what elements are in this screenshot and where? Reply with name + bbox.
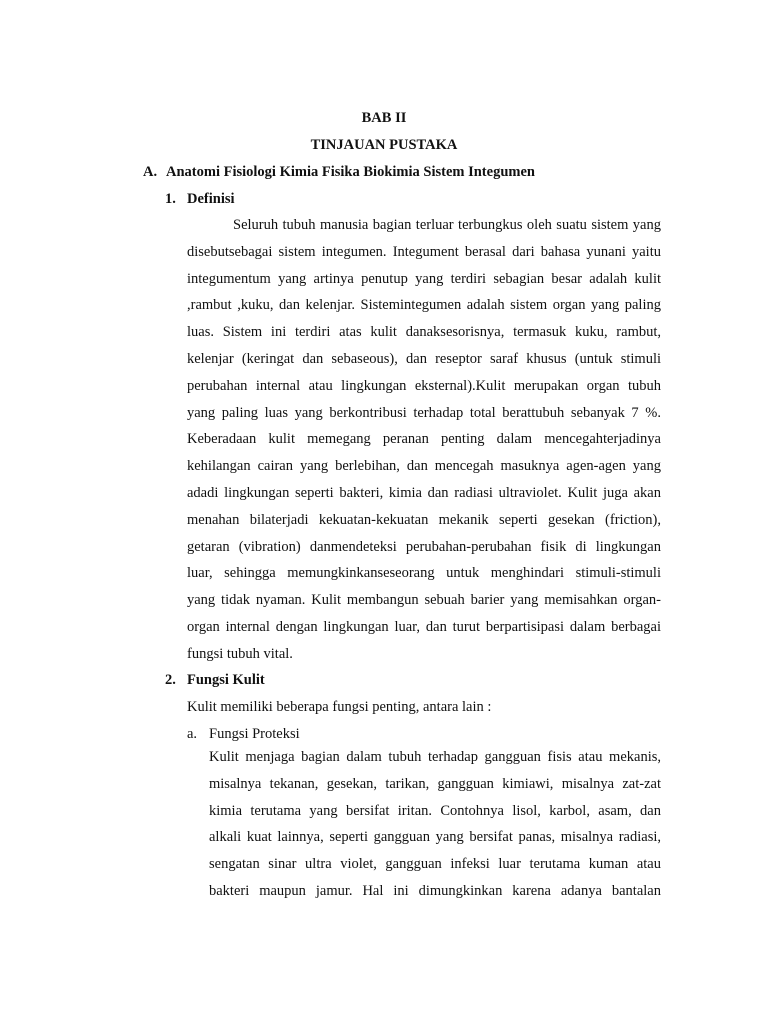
paragraph-line: getaran (vibration) danmendeteksi perubahan-perubahan fisik di lingkungan bbox=[187, 538, 661, 555]
subsection-1-title: Definisi bbox=[187, 191, 235, 207]
paragraph-line: fungsi tubuh vital. bbox=[187, 645, 293, 662]
paragraph-line: kimia terutama yang bersifat iritan. Contohnya lisol, karbol, asam, dan bbox=[209, 802, 661, 819]
paragraph-line: yang paling luas yang berkontribusi terhadap total berattubuh sebanyak 7 %. bbox=[187, 404, 661, 421]
fungsi-intro: Kulit memiliki beberapa fungsi penting, antara lain : bbox=[187, 699, 492, 715]
paragraph-line: luar, sehingga memungkinkanseseorang untuk menghindari stimuli-stimuli bbox=[187, 565, 661, 582]
section-a-title: Anatomi Fisiologi Kimia Fisika Biokimia Sistem Integumen bbox=[166, 164, 535, 180]
subsection-1-heading bbox=[165, 190, 235, 208]
paragraph-line: menahan bilaterjadi kekuatan-kekuatan mekanik seperti gesekan (friction), bbox=[187, 511, 661, 528]
paragraph-line: Kulit menjaga bagian dalam tubuh terhadap gangguan fisis atau mekanis, bbox=[209, 749, 661, 765]
paragraph-line: kehilangan cairan yang berlebihan, dan mencegah masuknya agen-agen yang bbox=[187, 458, 661, 475]
paragraph-line: kelenjar (keringat dan sebaseous), dan reseptor saraf khusus (untuk stimuli bbox=[187, 350, 661, 367]
subsection-2-number: 2. bbox=[165, 672, 176, 688]
section-a-heading bbox=[143, 163, 535, 181]
subsection-2-heading bbox=[165, 671, 265, 689]
definisi-paragraph bbox=[187, 212, 661, 668]
chapter-number: BAB II bbox=[361, 110, 407, 126]
subsection-2-title: Fungsi Kulit bbox=[187, 672, 265, 688]
paragraph-line: ,rambut ,kuku, dan kelenjar. Sistemintegumen adalah sistem organ yang paling bbox=[187, 297, 661, 314]
paragraph-line: misalnya tekanan, gesekan, tarikan, gangguan kimiawi, misalnya zat-zat bbox=[209, 775, 661, 792]
chapter-title: TINJAUAN PUSTAKA bbox=[310, 137, 458, 153]
section-a-number: A. bbox=[143, 164, 158, 180]
subitem-a-heading bbox=[187, 725, 300, 743]
paragraph-line: disebutsebagai sistem integumen. Integument berasal dari bahasa yunani yaitu bbox=[187, 243, 661, 260]
subsection-1-number: 1. bbox=[165, 191, 176, 207]
paragraph-line: Seluruh tubuh manusia bagian terluar terbungkus oleh suatu sistem yang bbox=[233, 217, 661, 233]
paragraph-line: Keberadaan kulit memegang peranan penting dalam mencegahterjadinya bbox=[187, 431, 661, 448]
paragraph-line: alkali kuat lainnya, seperti gangguan yang bersifat panas, misalnya radiasi, bbox=[209, 829, 661, 846]
paragraph-line: sengatan sinar ultra violet, gangguan infeksi luar terutama kuman atau bbox=[209, 856, 661, 873]
paragraph-line: organ internal dengan lingkungan luar, dan turut berpartisipasi dalam berbagai bbox=[187, 618, 661, 635]
paragraph-line: integumentum yang artinya penutup yang terdiri sebagian besar adalah kulit bbox=[187, 270, 661, 287]
proteksi-paragraph bbox=[209, 744, 661, 905]
paragraph-line: bakteri maupun jamur. Hal ini dimungkinkan karena adanya bantalan bbox=[209, 882, 661, 899]
subitem-a-letter: a. bbox=[187, 726, 198, 742]
paragraph-line: adadi lingkungan seperti bakteri, kimia dan radiasi ultraviolet. Kulit juga akan bbox=[187, 484, 661, 501]
subitem-a-title: Fungsi Proteksi bbox=[209, 726, 300, 742]
paragraph-line: perubahan internal atau lingkungan eksternal).Kulit merupakan organ tubuh bbox=[187, 377, 661, 394]
paragraph-line: yang tidak nyaman. Kulit membangun sebuah barier yang memisahkan organ- bbox=[187, 592, 661, 609]
paragraph-line: luas. Sistem ini terdiri atas kulit danaksesorisnya, termasuk kuku, rambut, bbox=[187, 324, 661, 341]
